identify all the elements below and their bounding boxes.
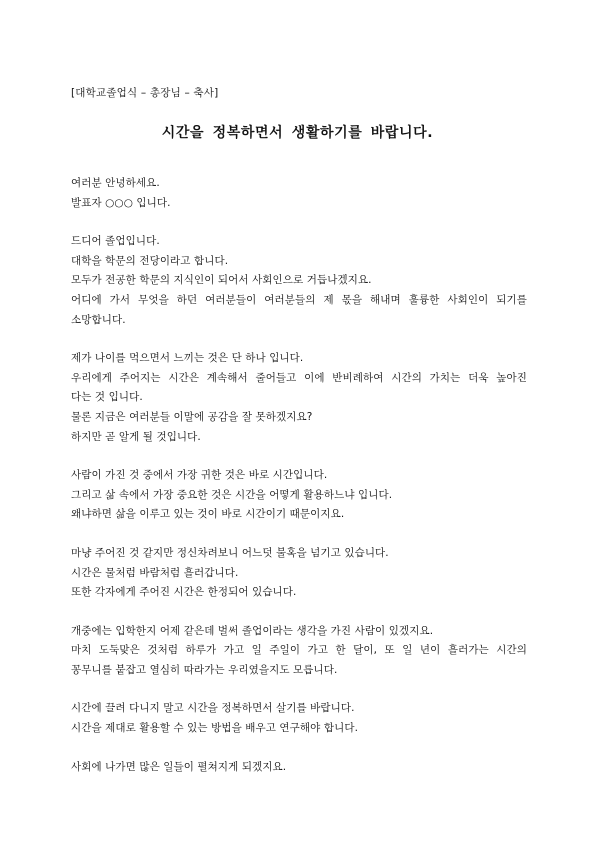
text-line: 시간을 제대로 활용할 수 있는 방법을 배우고 연구해야 합니다. xyxy=(71,722,359,735)
paragraph xyxy=(71,466,527,525)
paragraph xyxy=(71,174,527,213)
text-line: 어디에 가서 무엇을 하던 여러분들이 여러분들의 제 몫을 해내며 훌륭한 사회인이 되기를 xyxy=(71,293,527,306)
text-line: 왜냐하면 삶을 이루고 있는 것이 바로 시간이기 때문이지요. xyxy=(71,508,345,521)
text-line: 하지만 곧 알게 될 것입니다. xyxy=(71,430,201,443)
text-line: 물론 지금은 여러분들 이말에 공감을 잘 못하겠지요? xyxy=(71,410,313,423)
text-line: 시간은 물처럼 바람처럼 흘러갑니다. xyxy=(71,566,239,579)
text-line: 시간에 끌려 다니지 말고 시간을 정복하면서 살기를 바랍니다. xyxy=(71,702,355,715)
text-line: 다는 것 입니다. xyxy=(71,391,143,404)
text-line: 소망합니다. xyxy=(71,313,126,326)
text-line: 꽁무니를 붙잡고 열심히 따라가는 우리였을지도 모릅니다. xyxy=(71,663,338,676)
paragraph xyxy=(71,232,527,330)
paragraph xyxy=(71,349,527,447)
text-line: 그리고 삶 속에서 가장 중요한 것은 시간을 어떻게 활용하느냐 입니다. xyxy=(71,488,393,501)
text-line: 드디어 졸업입니다. xyxy=(71,235,160,248)
text-line: 모두가 전공한 학문의 지식인이 되어서 사회인으로 거듭나겠지요. xyxy=(71,274,372,287)
text-line: 우리에게 주어지는 시간은 계속해서 줄어들고 이에 반비례하여 시간의 가치는 더욱 높아진 xyxy=(71,371,527,384)
text-line: 대학을 학문의 전당이라고 합니다. xyxy=(71,254,229,267)
text-line: 사회에 나가면 많은 일들이 펼쳐지게 되겠지요. xyxy=(71,760,287,773)
paragraph xyxy=(71,544,527,603)
text-line: 개중에는 입학한지 어제 같은데 벌써 졸업이라는 생각을 가진 사람이 있겠지요. xyxy=(71,624,434,637)
text-line: 사람이 가진 것 중에서 가장 귀한 것은 바로 시간입니다. xyxy=(71,469,328,482)
paragraph xyxy=(71,699,527,738)
document-title: 시간을 정복하면서 생활하기를 바랍니다. xyxy=(161,125,434,141)
paragraph xyxy=(71,758,527,778)
header-tag: [대학교졸업식 – 총장님 – 축사] xyxy=(71,87,219,99)
text-line: 마냥 주어진 것 같지만 정신차려보니 어느덧 불혹을 넘기고 있습니다. xyxy=(71,546,389,559)
text-line: 제가 나이를 먹으면서 느끼는 것은 단 하나 입니다. xyxy=(71,352,304,365)
text-line: 발표자 ○○○ 입니다. xyxy=(71,196,171,209)
text-line: 여러분 안녕하세요. xyxy=(71,177,160,189)
text-line: 마치 도둑맞은 것처럼 하루가 가고 일 주일이 가고 한 달이, 또 일 년이 흘러가는 시간의 xyxy=(71,644,527,657)
paragraph xyxy=(71,622,527,681)
text-line: 또한 각자에게 주어진 시간은 한정되어 있습니다. xyxy=(71,586,297,599)
document-body xyxy=(71,174,527,796)
